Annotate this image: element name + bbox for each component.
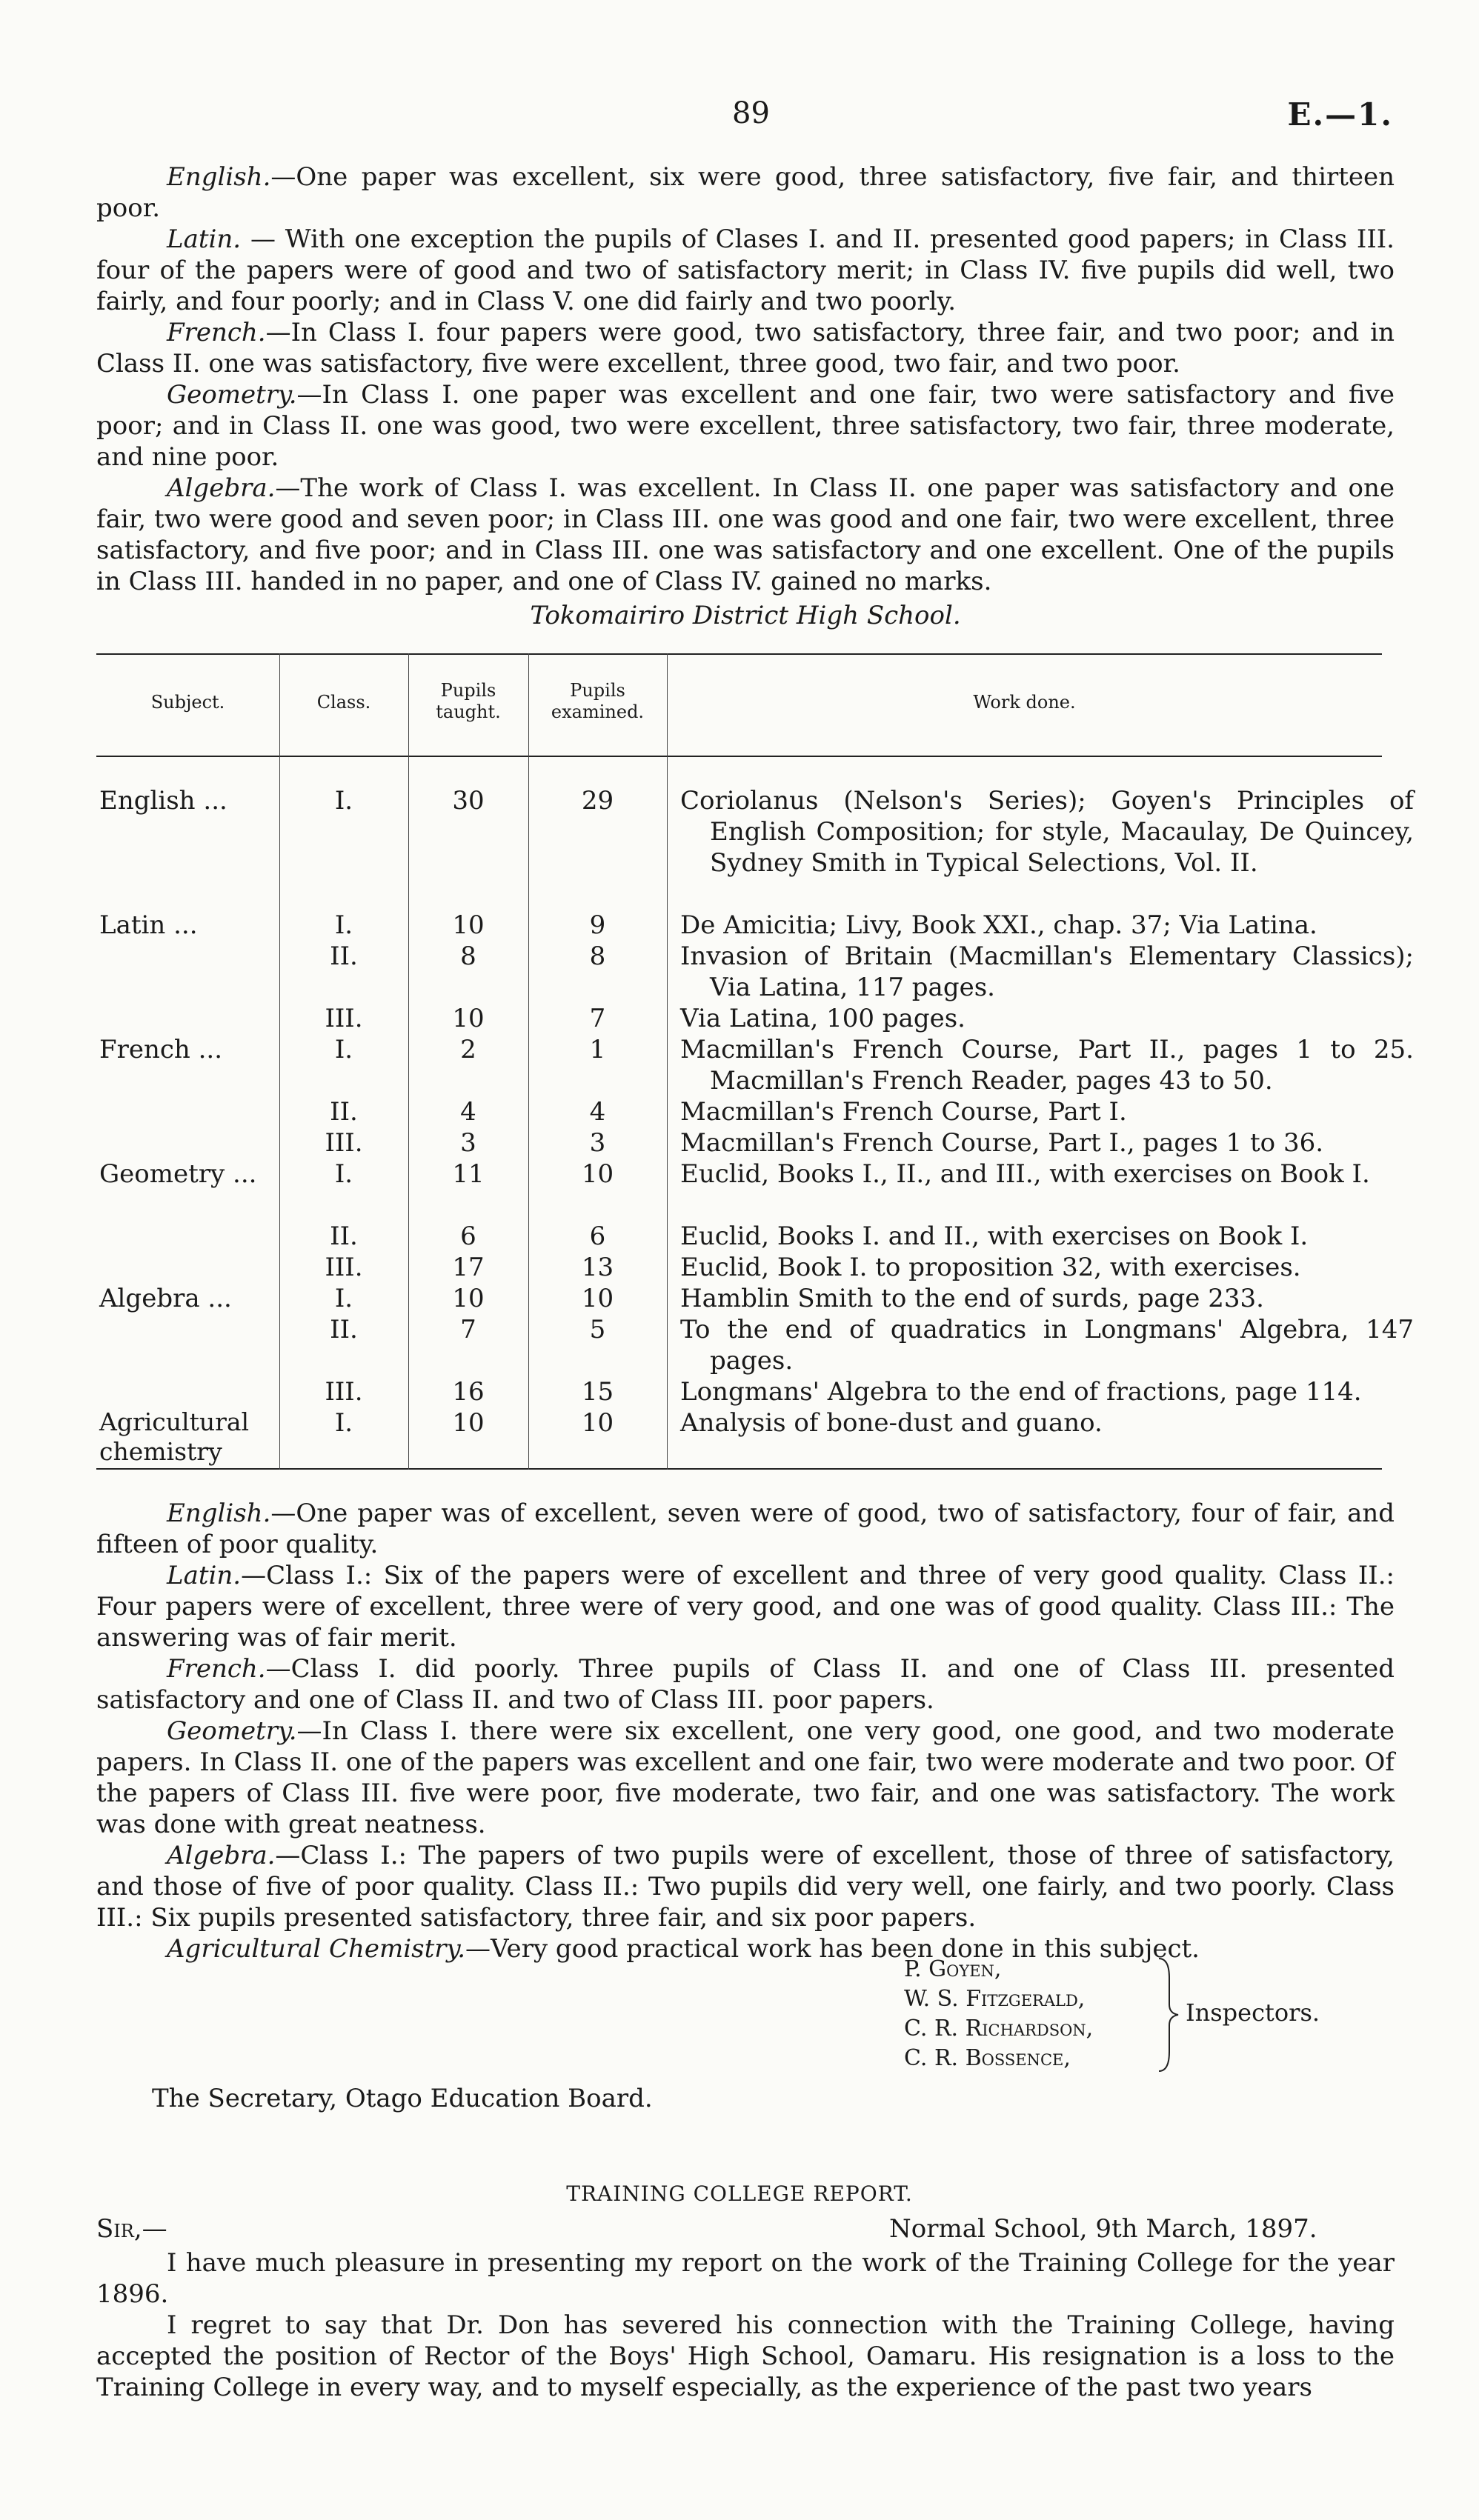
header-subject: Subject.: [150, 692, 225, 713]
table-bottom-rule: [96, 1468, 1382, 1470]
signatory: C. R. Richardson,: [904, 2016, 1094, 2041]
cell-class: III.: [325, 1253, 363, 1282]
cell-work: Analysis of bone-dust and guano.: [680, 1408, 1103, 1438]
cell-examined: 13: [581, 1253, 614, 1282]
cell-work: Coriolanus (Nelson's Series); Goyen's Principles of English Composition; for style, Macaulay, De Quincey, Sydney Smith in Typical Selections, Vol. II.: [680, 786, 1414, 878]
report-paragraph: I have much pleasure in presenting my report on the work of the Training College for the year 1896.: [96, 2248, 1395, 2309]
cell-subject: Agricultural chemistry: [99, 1407, 250, 1466]
cell-taught: 30: [452, 786, 485, 816]
cell-class: II.: [330, 1315, 358, 1344]
cell-taught: 10: [452, 910, 485, 940]
cell-class: III.: [325, 1128, 363, 1158]
paragraph-agricultural-chemistry: Agricultural Chemistry.—Very good practical work has been done in this subject.: [167, 1934, 1200, 1964]
cell-subject: Geometry ...: [99, 1159, 257, 1189]
paragraph-geometry: Geometry.—In Class I. one paper was excellent and one fair, two were satisfactory and five poor; and in Class II. one was good, two were excellent, three satisfactory, two fair, three moderate, and nine poor.: [96, 380, 1395, 472]
cell-class: I.: [334, 786, 353, 816]
cell-class: I.: [334, 1284, 353, 1313]
cell-examined: 4: [589, 1097, 606, 1127]
cell-taught: 17: [452, 1253, 485, 1282]
cell-taught: 2: [460, 1035, 476, 1064]
signatory: W. S. Fitzgerald,: [904, 1986, 1086, 2012]
cell-examined: 5: [589, 1315, 606, 1344]
paragraph-algebra: Algebra.—The work of Class I. was excellent. In Class II. one paper was satisfactory and one fair, two were good and seven poor; in Class III. one was good and one fair, two were excellent, three satisfactory, and five poor; and in Class III. one was satisfactory and one excellent. One of the pupils in Class III. handed in no paper, and one of Class IV. gained no marks.: [96, 473, 1395, 596]
cell-examined: 1: [589, 1035, 606, 1064]
cell-examined: 3: [589, 1128, 606, 1158]
cell-taught: 6: [460, 1221, 476, 1251]
dateline: Normal School, 9th March, 1897.: [889, 2214, 1317, 2244]
cell-class: I.: [334, 910, 353, 940]
cell-work: To the end of quadratics in Longmans' Algebra, 147 pages.: [680, 1315, 1414, 1376]
cell-taught: 16: [452, 1377, 485, 1407]
cell-taught: 11: [452, 1159, 485, 1189]
school-table: [96, 653, 1414, 1476]
document-code: E.—1.: [1287, 96, 1393, 133]
cell-subject: French ...: [99, 1035, 223, 1064]
cell-examined: 6: [589, 1221, 606, 1251]
cell-class: I.: [334, 1035, 353, 1064]
report-paragraph: I regret to say that Dr. Don has severed his connection with the Training College, having accepted the position of Rector of the Boys' High School, Oamaru. His resignation is a loss to the Training College in every way, and to myself especially, as the experience of the past two years: [96, 2310, 1395, 2402]
paragraph-latin: Latin.—Class I.: Six of the papers were of excellent and three of very good quality. Class II.: Four papers were of excellent, three were of very good, and one was of good quality. Class III.: The answering was of fair merit.: [96, 1561, 1395, 1653]
table-caption: Tokomairiro District High School.: [530, 601, 961, 630]
cell-taught: 10: [452, 1284, 485, 1313]
cell-work: Macmillan's French Course, Part I., pages 1 to 36.: [680, 1128, 1324, 1158]
cell-class: III.: [325, 1004, 363, 1033]
table-top-rule: [96, 653, 1382, 655]
cell-work: Macmillan's French Course, Part I.: [680, 1097, 1127, 1127]
top-section: [96, 161, 1395, 631]
cell-subject: English ...: [99, 786, 227, 816]
cell-taught: 4: [460, 1097, 476, 1127]
cell-work: Via Latina, 100 pages.: [680, 1004, 965, 1033]
cell-examined: 8: [589, 941, 606, 971]
table-header-rule: [96, 756, 1382, 757]
addressee: The Secretary, Otago Education Board.: [152, 2084, 653, 2113]
cell-work: Euclid, Book I. to proposition 32, with exercises.: [680, 1253, 1301, 1282]
signatories-brace: [1156, 1956, 1186, 2074]
signatories-role: Inspectors.: [1186, 1999, 1320, 2027]
cell-examined: 10: [581, 1159, 614, 1189]
cell-examined: 9: [589, 910, 606, 940]
paragraph-english: English.—One paper was of excellent, seven were of good, two of satisfactory, four of fair, and fifteen of poor quality.: [96, 1499, 1395, 1559]
cell-work: Euclid, Books I., II., and III., with exercises on Book I.: [680, 1159, 1370, 1189]
report-title: TRAINING COLLEGE REPORT.: [566, 2181, 913, 2206]
column-divider: [667, 653, 668, 1470]
paragraph-latin: Latin. — With one exception the pupils of Clases I. and II. presented good papers; in Class III. four of the papers were of good and two of satisfactory merit; in Class IV. five pupils did well, two fairly, and four poorly; and in Class V. one did fairly and two poorly.: [96, 224, 1395, 316]
cell-examined: 10: [581, 1408, 614, 1438]
cell-work: Longmans' Algebra to the end of fractions, page 114.: [680, 1377, 1362, 1407]
page-number: 89: [732, 96, 770, 130]
cell-class: I.: [334, 1408, 353, 1438]
paragraph-geometry: Geometry.—In Class I. there were six excellent, one very good, one good, and two moderate papers. In Class II. one of the papers was excellent and one fair, two were moderate and two poor. Of the papers of Class III. five were poor, five moderate, two fair, and one was satisfactory. The work was done with great neatness.: [96, 1716, 1395, 1839]
cell-examined: 15: [581, 1377, 614, 1407]
cell-examined: 10: [581, 1284, 614, 1313]
cell-subject: Latin ...: [99, 910, 198, 940]
cell-class: II.: [330, 941, 358, 971]
cell-class: II.: [330, 1097, 358, 1127]
page-header: [0, 96, 1479, 141]
cell-work: Euclid, Books I. and II., with exercises on Book I.: [680, 1221, 1309, 1251]
cell-class: III.: [325, 1377, 363, 1407]
header-class: Class.: [316, 692, 371, 713]
cell-taught: 7: [460, 1315, 476, 1344]
paragraph-french: French.—Class I. did poorly. Three pupils of Class II. and one of Class III. presented satisfactory and one of Class II. and two of Class III. poor papers.: [96, 1654, 1395, 1715]
cell-examined: 29: [581, 786, 614, 816]
cell-subject: Algebra ...: [99, 1284, 232, 1313]
header-taught: Pupils taught.: [436, 680, 501, 722]
signatory: P. Goyen,: [904, 1956, 1002, 1982]
signatory: C. R. Bossence,: [904, 2045, 1071, 2071]
cell-taught: 10: [452, 1004, 485, 1033]
paragraph-french: French.—In Class I. four papers were good, two satisfactory, three fair, and two poor; and in Class II. one was satisfactory, five were excellent, three good, two fair, and two poor.: [96, 318, 1395, 379]
cell-taught: 10: [452, 1408, 485, 1438]
cell-work: Macmillan's French Course, Part II., pages 1 to 25. Macmillan's French Reader, pages 43 to 50.: [680, 1035, 1414, 1096]
bottom-section: [96, 1498, 1395, 1964]
cell-work: Hamblin Smith to the end of surds, page 233.: [680, 1284, 1264, 1313]
cell-class: II.: [330, 1221, 358, 1251]
cell-work: Invasion of Britain (Macmillan's Elementary Classics); Via Latina, 117 pages.: [680, 941, 1414, 1002]
cell-class: I.: [334, 1159, 353, 1189]
cell-taught: 3: [460, 1128, 476, 1158]
header-examined: Pupils examined.: [551, 680, 645, 722]
header-work: Work done.: [973, 692, 1076, 713]
cell-taught: 8: [460, 941, 476, 971]
paragraph-english: English.—One paper was excellent, six were good, three satisfactory, five fair, and thirteen poor.: [96, 162, 1395, 223]
report-body: [96, 2247, 1395, 2403]
salutation: Sir,—: [96, 2214, 167, 2244]
cell-examined: 7: [589, 1004, 606, 1033]
cell-work: De Amicitia; Livy, Book XXI., chap. 37; Via Latina.: [680, 910, 1317, 940]
paragraph-algebra: Algebra.—Class I.: The papers of two pupils were of excellent, those of three of satisfactory, and those of five of poor quality. Class II.: Two pupils did very well, one fairly, and two poorly. Class III.: Six pupils presented satisfactory, three fair, and six poor papers.: [96, 1841, 1395, 1933]
